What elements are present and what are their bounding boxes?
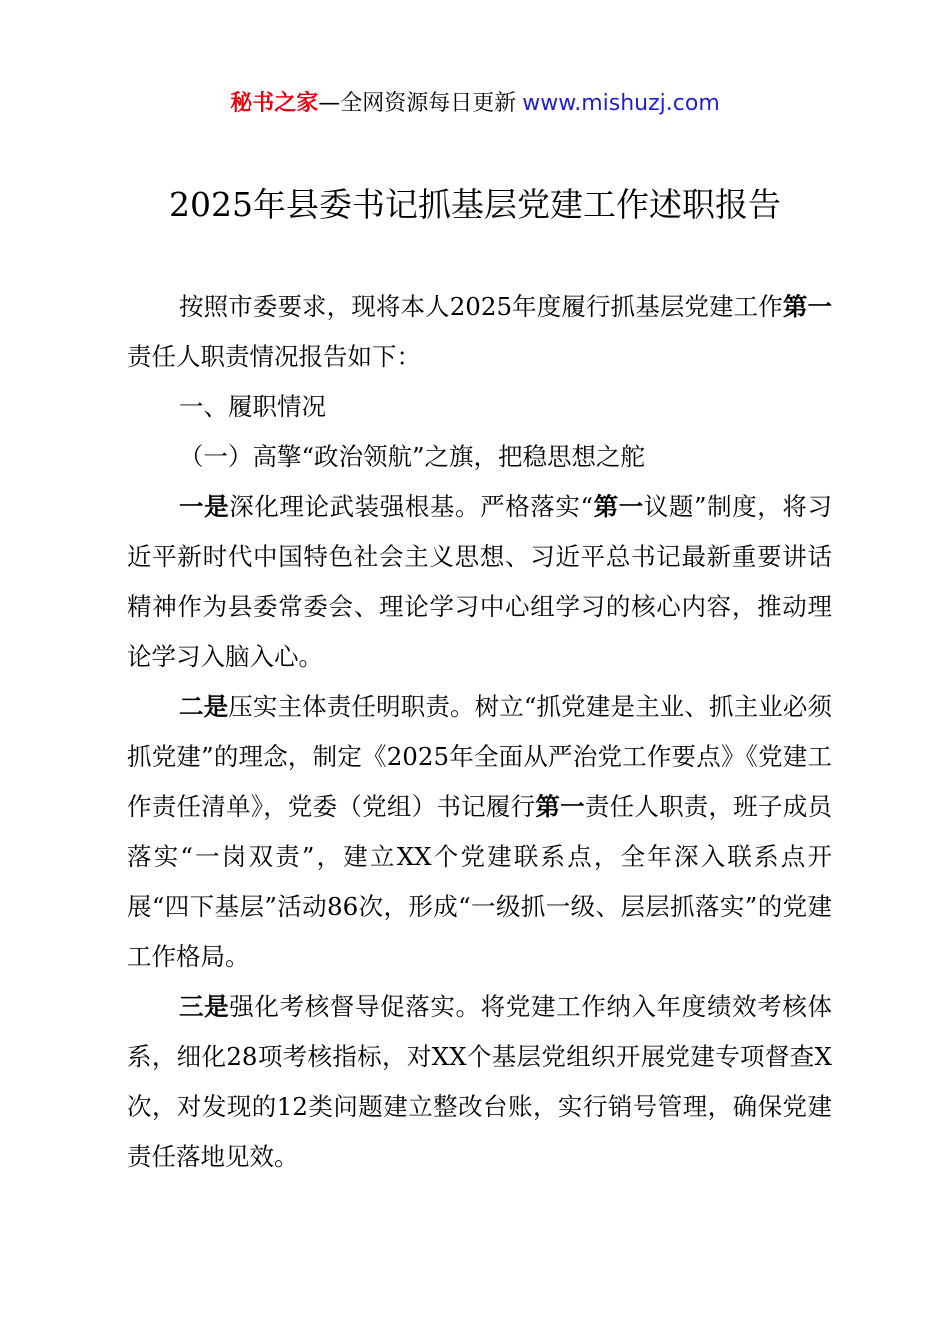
item-text: 责任人职责，班子成员落实“一岗双责”，建立XX个党建联系点，全年深入联系点开展“四下基层”活动86次，形成“一级抓一级、层层抓落实”的党建工作格局。	[127, 792, 833, 971]
intro-paragraph	[127, 282, 832, 382]
subsection-heading: （一）高擎“政治领航”之旗，把稳思想之舵	[179, 442, 646, 471]
item-text: 深化理论武装强根基。严格落实“	[229, 492, 594, 521]
document-title: 2025年县委书记抓基层党建工作述职报告	[169, 185, 781, 224]
item-paragraph-3	[127, 982, 832, 1182]
document-body	[127, 282, 832, 1182]
item-bold-text: 第一	[593, 492, 644, 521]
item-label: 三是	[179, 992, 230, 1021]
intro-bold-text: 第一	[782, 292, 833, 321]
site-slogan: —全网资源每日更新	[318, 91, 517, 116]
item-text: 议题”制度，将习近平新时代中国特色社会主义思想、习近平总书记最新重要讲话精神作为县委常委会、理论学习中心组学习的核心内容，推动理论学习入脑入心。	[127, 492, 832, 671]
item-bold-text: 第一	[535, 792, 585, 821]
site-header	[0, 84, 950, 124]
intro-text-1: 按照市委要求，现将本人2025年度履行抓基层党建工作	[179, 292, 783, 321]
brand-name: 秘书之家	[230, 91, 319, 116]
section-heading: 一、履职情况	[179, 392, 326, 421]
item-paragraph-1	[127, 482, 832, 682]
site-url-link[interactable]: www.mishuzj.com	[522, 91, 720, 116]
item-label: 一是	[179, 492, 230, 521]
item-text: 强化考核督导促落实。将党建工作纳入年度绩效考核体系，细化28项考核指标，对XX个基层党组织开展党建专项督查X次，对发现的12类问题建立整改台账，实行销号管理，确保党建责任落地见效。	[127, 992, 832, 1171]
item-label: 二是	[179, 692, 229, 721]
item-paragraph-2	[127, 682, 832, 982]
intro-text-2: 责任人职责情况报告如下：	[127, 342, 421, 371]
item-text: 压实主体责任明职责。树立“抓党建是主业、抓主业必须抓党建”的理念，制定《2025年全面从严治党工作要点》《党建工作责任清单》，党委（党组）书记履行	[127, 692, 833, 821]
